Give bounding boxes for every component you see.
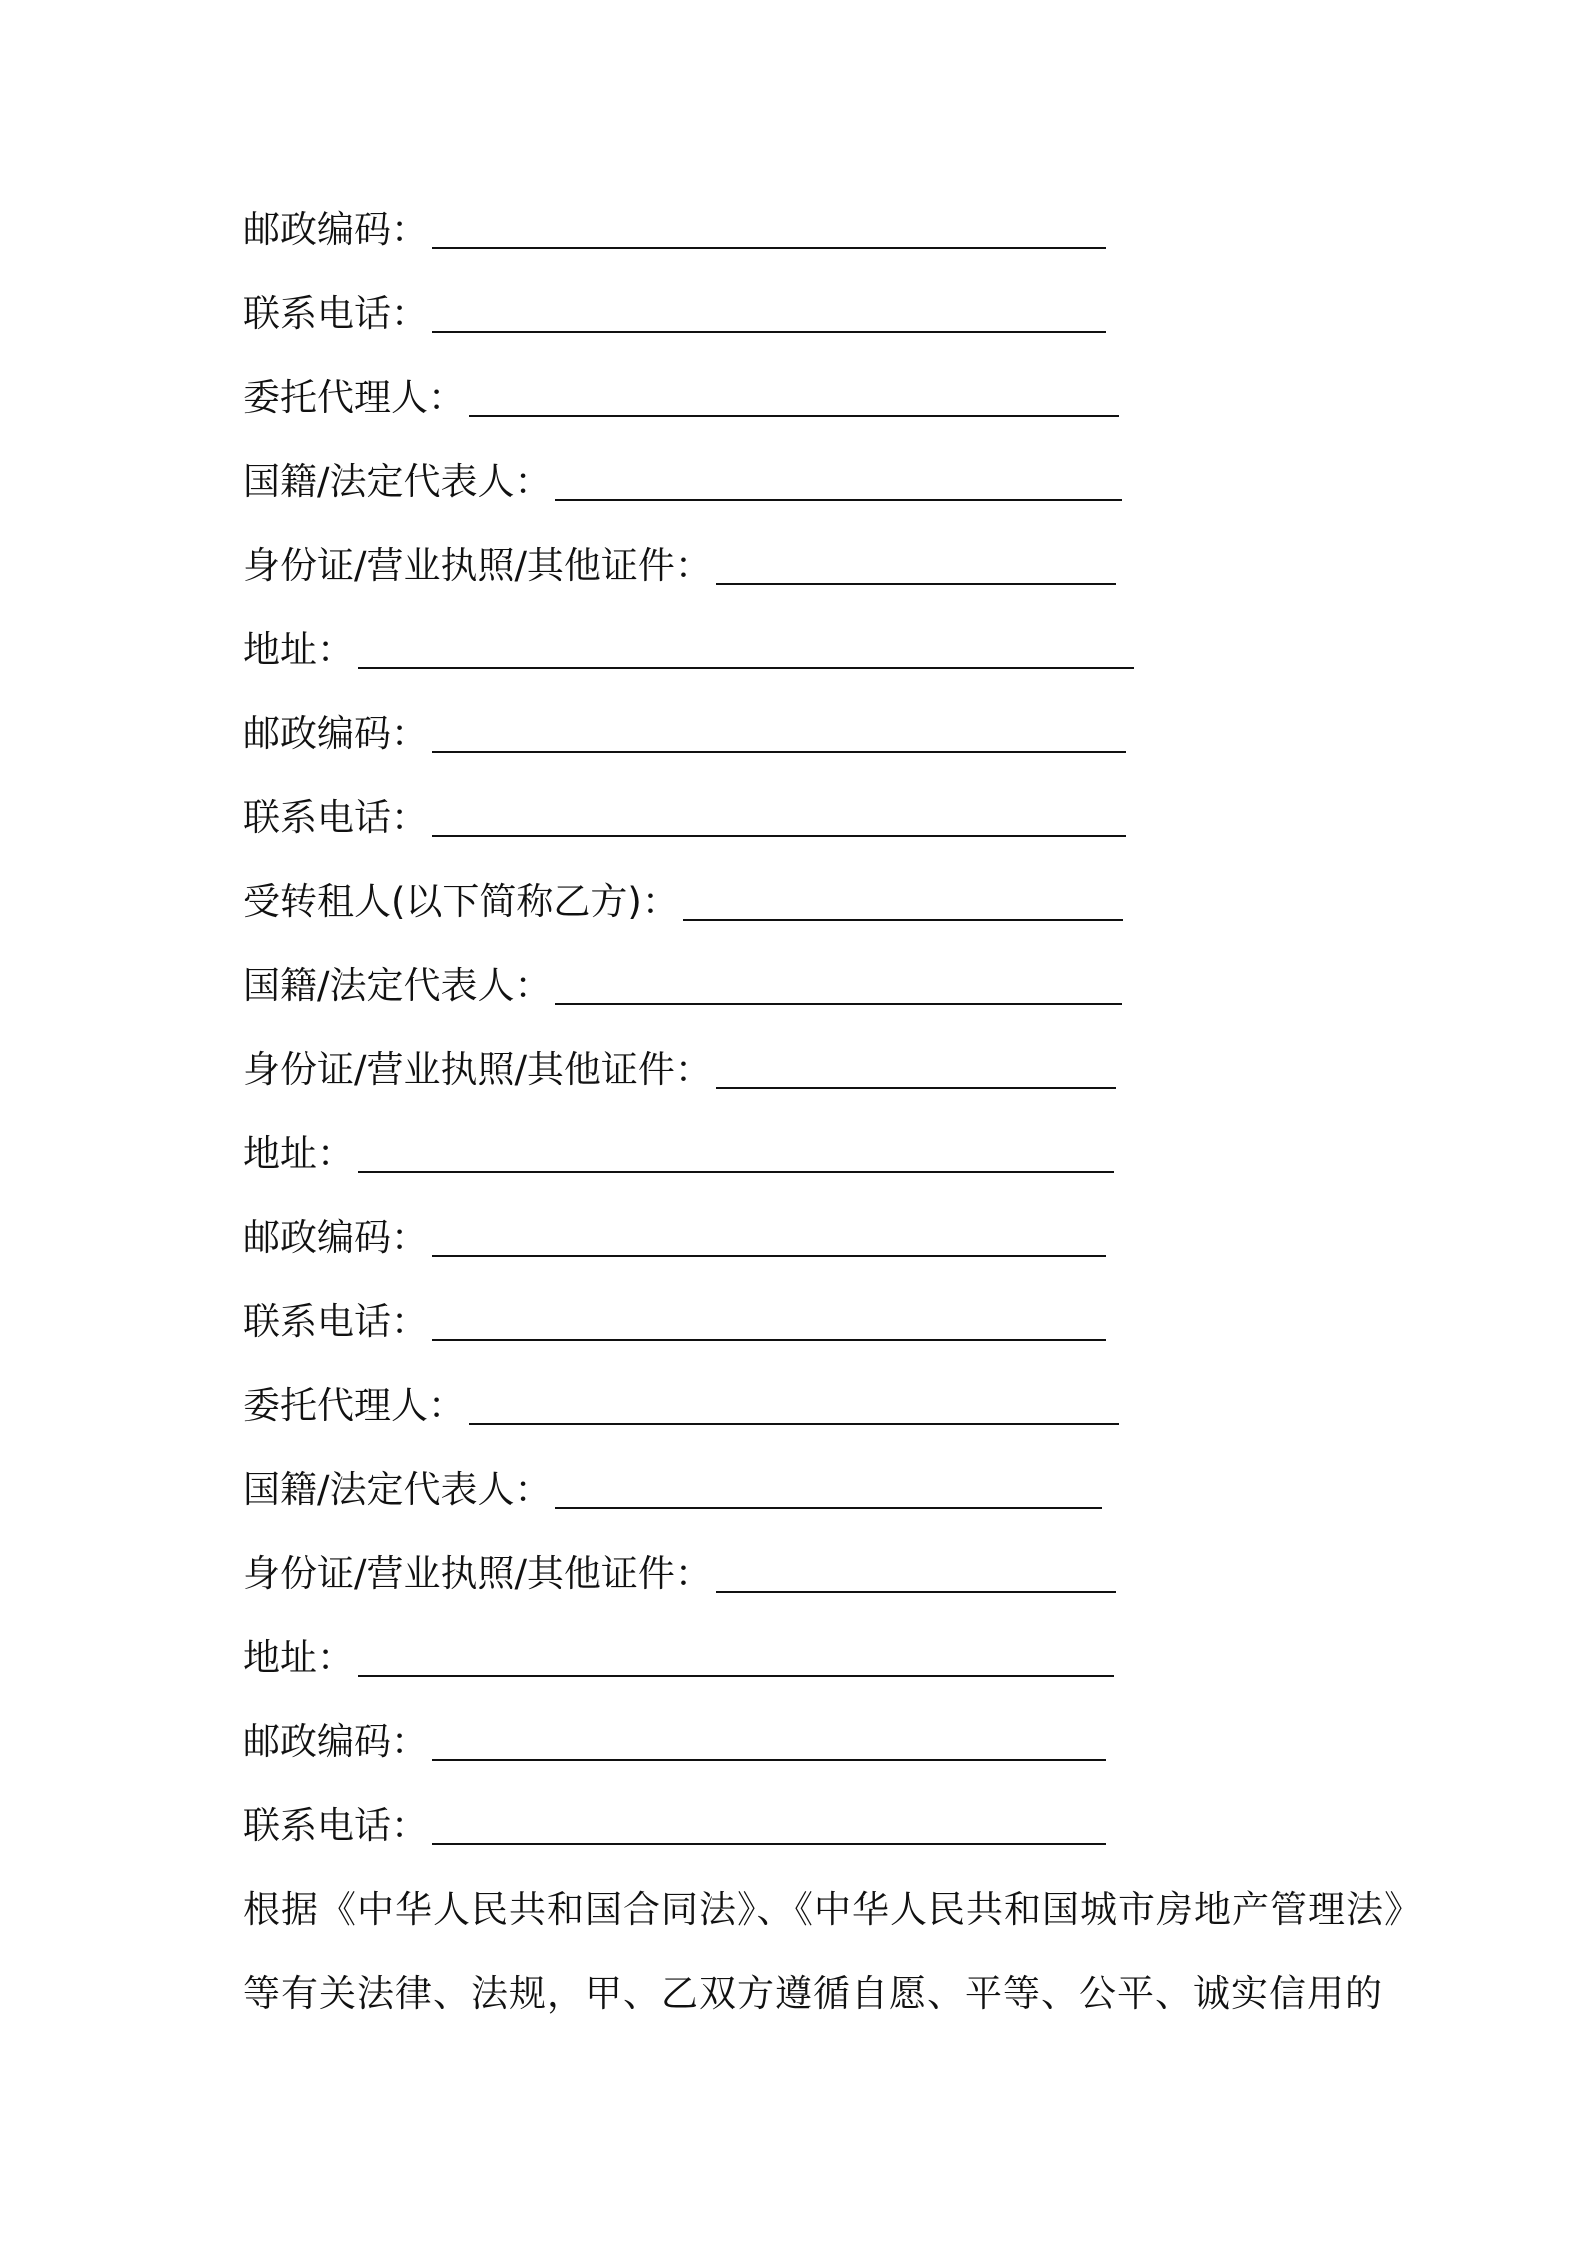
field-id-document-2 bbox=[243, 1040, 1116, 1100]
fill-in-blank[interactable] bbox=[683, 872, 1123, 921]
field-label: 联系电话： bbox=[243, 796, 428, 839]
field-postal-code-1 bbox=[243, 200, 1106, 260]
fill-in-blank[interactable] bbox=[716, 1544, 1116, 1593]
body-paragraph-line-1: 根据《中华人民共和国合同法》、《中华人民共和国城市房地产管理法》 bbox=[243, 1888, 1422, 1931]
field-postal-code-3 bbox=[243, 1208, 1106, 1268]
field-postal-code-4 bbox=[243, 1712, 1106, 1772]
field-label: 联系电话： bbox=[243, 1300, 428, 1343]
field-phone-3 bbox=[243, 1292, 1106, 1352]
fill-in-blank[interactable] bbox=[432, 1292, 1106, 1341]
field-address-3 bbox=[243, 1628, 1114, 1688]
fill-in-blank[interactable] bbox=[555, 1460, 1102, 1509]
fill-in-blank[interactable] bbox=[358, 1124, 1114, 1173]
field-label: 地址： bbox=[243, 628, 354, 671]
field-phone-2 bbox=[243, 788, 1126, 848]
field-label: 身份证/营业执照/其他证件： bbox=[243, 1552, 712, 1595]
fill-in-blank[interactable] bbox=[469, 368, 1119, 417]
field-label: 邮政编码： bbox=[243, 712, 428, 755]
fill-in-blank[interactable] bbox=[432, 200, 1106, 249]
field-nationality-2 bbox=[243, 956, 1122, 1016]
field-label: 国籍/法定代表人： bbox=[243, 964, 552, 1007]
body-paragraph-line-2: 等有关法律、法规，甲、乙双方遵循自愿、平等、公平、诚实信用的 bbox=[243, 1972, 1383, 2015]
fill-in-blank[interactable] bbox=[432, 1796, 1106, 1845]
field-nationality-3 bbox=[243, 1460, 1102, 1520]
fill-in-blank[interactable] bbox=[432, 284, 1106, 333]
fill-in-blank[interactable] bbox=[555, 956, 1122, 1005]
field-label: 地址： bbox=[243, 1132, 354, 1175]
fill-in-blank[interactable] bbox=[432, 788, 1126, 837]
fill-in-blank[interactable] bbox=[716, 536, 1116, 585]
fill-in-blank[interactable] bbox=[358, 620, 1134, 669]
field-subtenant bbox=[243, 872, 1123, 932]
fill-in-blank[interactable] bbox=[432, 704, 1126, 753]
field-agent-1 bbox=[243, 368, 1119, 428]
fill-in-blank[interactable] bbox=[716, 1040, 1116, 1089]
field-address-2 bbox=[243, 1124, 1114, 1184]
field-id-document-3 bbox=[243, 1544, 1116, 1604]
field-label: 邮政编码： bbox=[243, 1720, 428, 1763]
field-label: 受转租人(以下简称乙方)： bbox=[243, 880, 679, 923]
fill-in-blank[interactable] bbox=[432, 1208, 1106, 1257]
field-id-document-1 bbox=[243, 536, 1116, 596]
field-label: 委托代理人： bbox=[243, 376, 465, 419]
fill-in-blank[interactable] bbox=[469, 1376, 1119, 1425]
field-label: 身份证/营业执照/其他证件： bbox=[243, 1048, 712, 1091]
field-address-1 bbox=[243, 620, 1134, 680]
fill-in-blank[interactable] bbox=[432, 1712, 1106, 1761]
field-label: 身份证/营业执照/其他证件： bbox=[243, 544, 712, 587]
field-phone-1 bbox=[243, 284, 1106, 344]
field-label: 联系电话： bbox=[243, 292, 428, 335]
fill-in-blank[interactable] bbox=[358, 1628, 1114, 1677]
field-label: 国籍/法定代表人： bbox=[243, 460, 552, 503]
field-label: 地址： bbox=[243, 1636, 354, 1679]
field-nationality-1 bbox=[243, 452, 1122, 512]
field-label: 邮政编码： bbox=[243, 208, 428, 251]
field-label: 国籍/法定代表人： bbox=[243, 1468, 552, 1511]
field-phone-4 bbox=[243, 1796, 1106, 1856]
field-label: 邮政编码： bbox=[243, 1216, 428, 1259]
field-label: 联系电话： bbox=[243, 1804, 428, 1847]
field-postal-code-2 bbox=[243, 704, 1126, 764]
field-agent-2 bbox=[243, 1376, 1119, 1436]
fill-in-blank[interactable] bbox=[555, 452, 1122, 501]
field-label: 委托代理人： bbox=[243, 1384, 465, 1427]
